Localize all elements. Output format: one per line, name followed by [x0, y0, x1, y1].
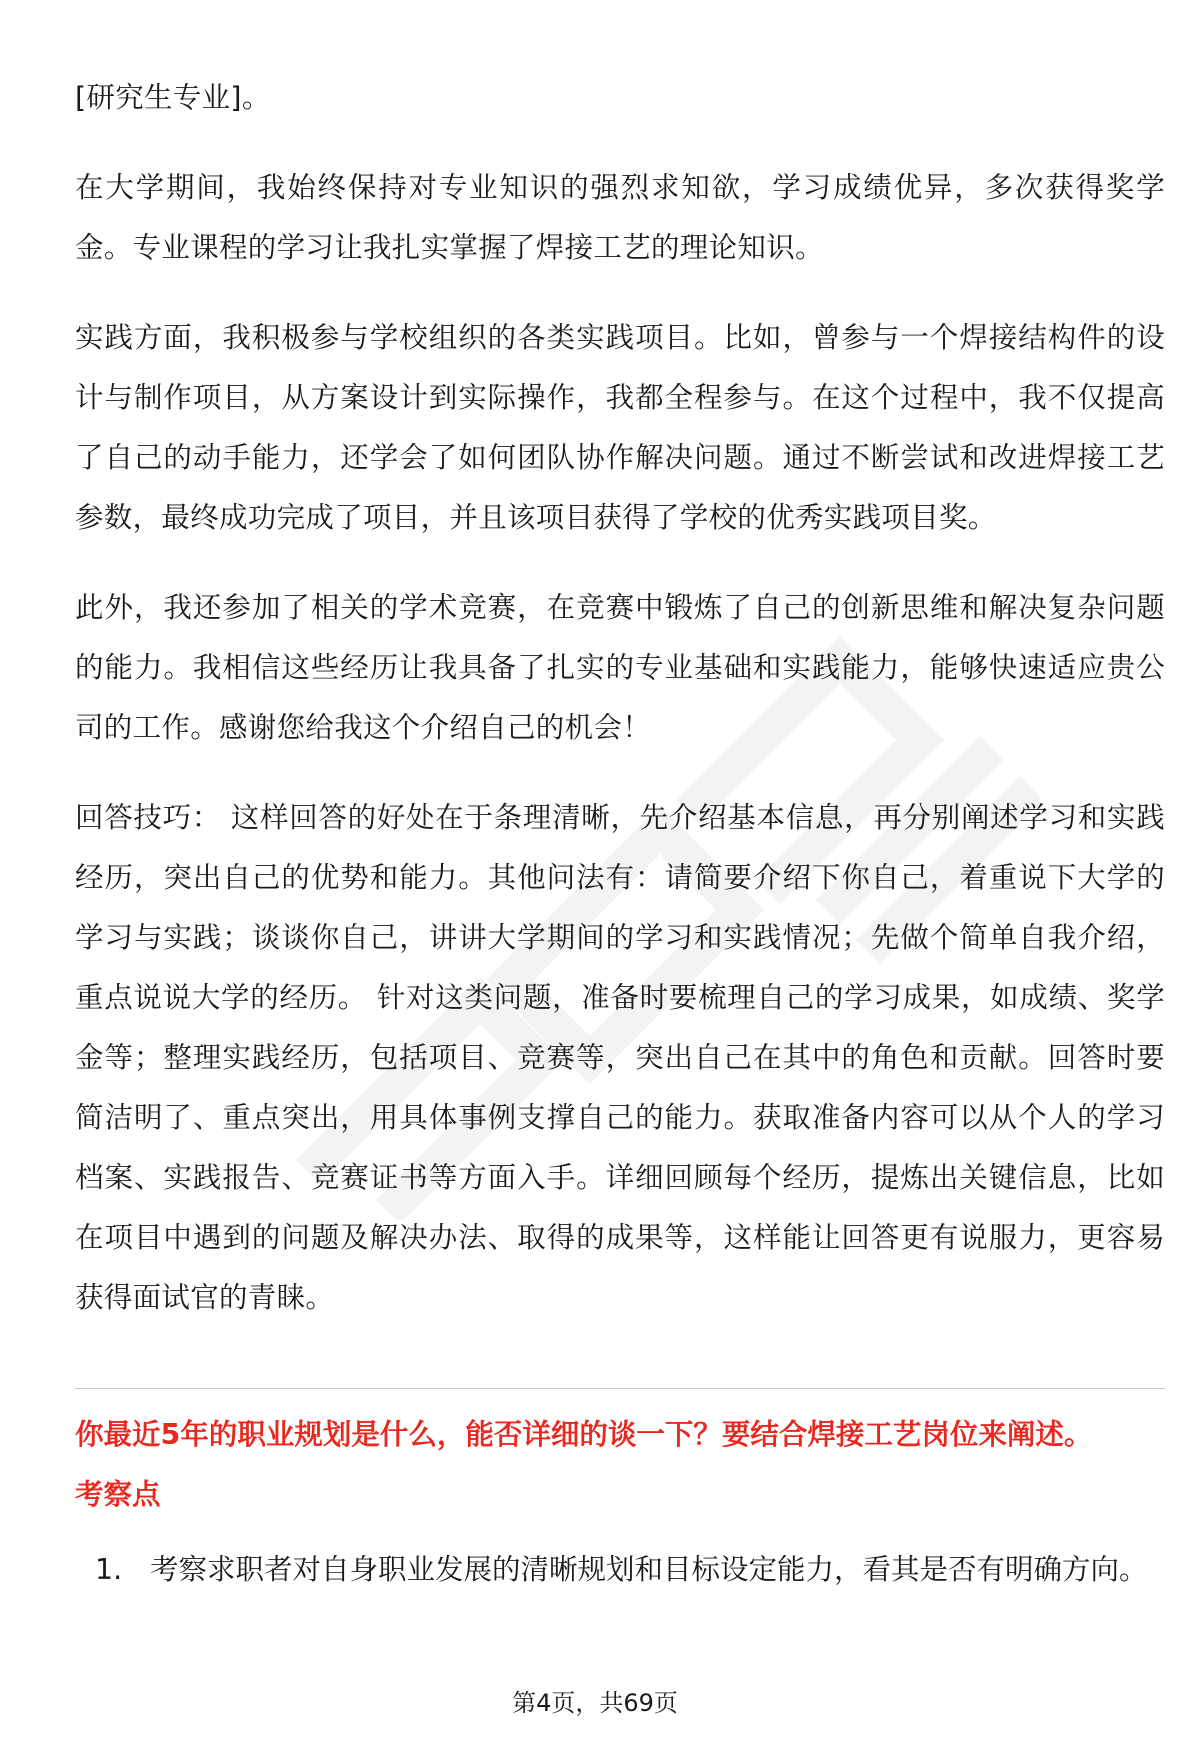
paragraph-graduate-major: [研究生专业]。 [75, 81, 271, 114]
assessment-point-list [75, 1540, 1165, 1600]
question-heading: 你最近5年的职业规划是什么，能否详细的谈一下？要结合焊接工艺岗位来阐述。 [75, 1418, 1093, 1451]
page-number-footer: 第4页，共69页 [512, 1689, 678, 1717]
paragraph-answer-tips: 回答技巧： 这样回答的好处在于条理清晰，先介绍基本信息，再分别阐述学习和实践经历，突出自己的优势和能力。其他问法有：请简要介绍下你自己，着重说下大学的学习与实践；谈谈你自己，讲讲大学期间的学习和实践情况；先做个简单自我介绍，重点说说大学的经历。 针对这类问题，准备时要梳理自己的学习成果，如成绩、奖学金等；整理实践经历，包括项目、竞赛等，突出自己在其中的角色和贡献。回答时要简洁明了、重点突出，用具体事例支撑自己的能力。获取准备内容可以从个人的学习档案、实践报告、竞赛证书等方面入手。详细回顾每个经历，提炼出关键信息，比如在项目中遇到的问题及解决办法、取得的成果等，这样能让回答更有说服力，更容易获得面试官的青睐。 [75, 801, 1165, 1314]
paragraph-university-study: 在大学期间，我始终保持对专业知识的强烈求知欲，学习成绩优异，多次获得奖学金。专业课程的学习让我扎实掌握了焊接工艺的理论知识。 [75, 171, 1165, 264]
section-divider [75, 1388, 1165, 1389]
list-item-text: 考察求职者对自身职业发展的清晰规划和目标设定能力，看其是否有明确方向。 [150, 1553, 1148, 1586]
list-item [75, 1540, 1165, 1600]
assessment-point-label: 考察点 [75, 1478, 161, 1511]
body-content [75, 68, 1165, 1358]
list-item-number: 1. [95, 1553, 123, 1586]
paragraph-competition: 此外，我还参加了相关的学术竞赛，在竞赛中锻炼了自己的创新思维和解决复杂问题的能力。我相信这些经历让我具备了扎实的专业基础和实践能力，能够快速适应贵公司的工作。感谢您给我这个介绍自己的机会！ [75, 591, 1165, 744]
paragraph-practice: 实践方面，我积极参与学校组织的各类实践项目。比如，曾参与一个焊接结构件的设计与制作项目，从方案设计到实际操作，我都全程参与。在这个过程中，我不仅提高了自己的动手能力，还学会了如何团队协作解决问题。通过不断尝试和改进焊接工艺参数，最终成功完成了项目，并且该项目获得了学校的优秀实践项目奖。 [75, 321, 1165, 534]
